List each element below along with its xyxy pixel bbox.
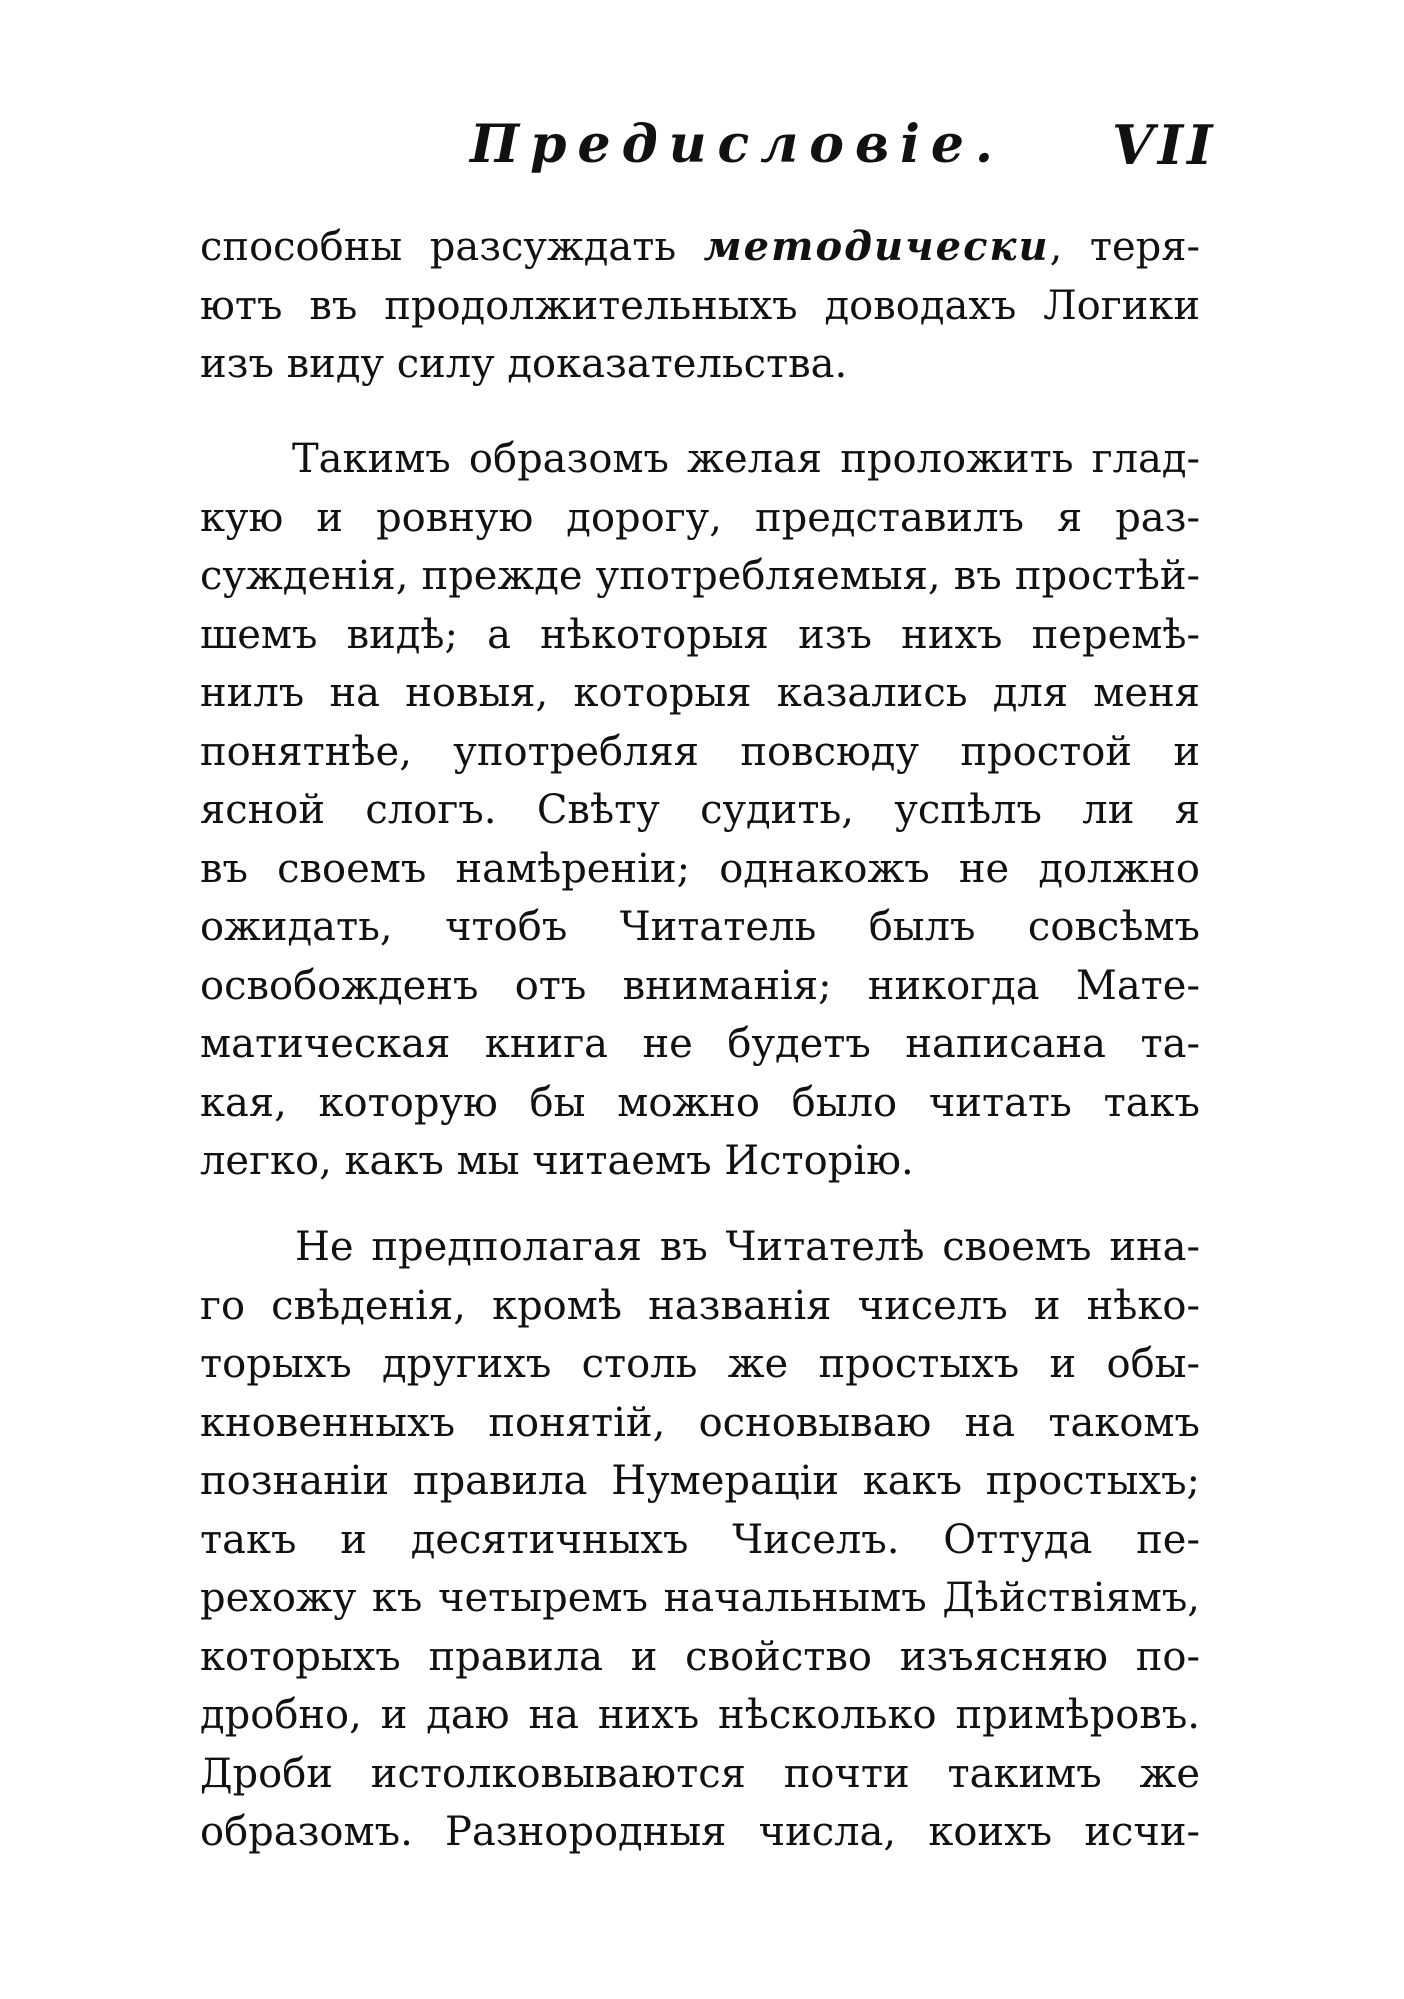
text-line: образомъ. Разнородныя числа, коихъ исчи- bbox=[200, 1809, 1200, 1855]
text-line: матическая книга не будетъ написана та- bbox=[200, 1021, 1200, 1067]
paragraph-2 bbox=[200, 430, 1200, 1191]
text-line: кая, которую бы можно было читать такъ bbox=[200, 1079, 1200, 1126]
text-line: которыхъ правила и свойство изъясняю по- bbox=[200, 1633, 1200, 1680]
text-line: кую и ровную дорогу, представилъ я раз- bbox=[200, 494, 1200, 541]
text-line: ютъ въ продолжительныхъ доводахъ Логики bbox=[200, 282, 1200, 329]
text-line: дробно, и даю на нихъ нѣсколько примѣровъ. bbox=[200, 1692, 1200, 1738]
text-line: Такимъ образомъ желая проложить глад- bbox=[292, 436, 1200, 482]
text-line: Не предполагая въ Читателѣ своемъ ина- bbox=[295, 1224, 1200, 1270]
text-line: познаніи правила Нумераціи какъ простыхъ; bbox=[200, 1458, 1200, 1504]
text-line: ясной слогъ. Свѣту судить, успѣлъ ли я bbox=[200, 787, 1200, 833]
text-line: шемъ видѣ; а нѣкоторыя изъ нихъ перемѣ- bbox=[200, 611, 1200, 658]
emphasized-word: методически bbox=[703, 223, 1050, 270]
paragraph-1 bbox=[200, 218, 1200, 394]
text-line: способны разсуждать методически, теря- bbox=[200, 223, 1200, 270]
text-line: Дроби истолковываются почти такимъ же bbox=[200, 1750, 1200, 1797]
text-line: понятнѣе, употребляя повсюду простой и bbox=[200, 728, 1200, 775]
text-line: такъ и десятичныхъ Чиселъ. Оттуда пе- bbox=[200, 1516, 1200, 1563]
text-line: легко, какъ мы читаемъ Исторію. bbox=[200, 1138, 914, 1184]
text-line: ожидать, чтобъ Читатель былъ совсѣмъ bbox=[200, 904, 1200, 950]
text-line: въ своемъ намѣреніи; однакожъ не должно bbox=[200, 845, 1200, 892]
text-line: го свѣденія, кромѣ названія чиселъ и нѣко- bbox=[200, 1282, 1200, 1329]
running-title: Предисловіе. bbox=[470, 114, 1005, 175]
text-line: изъ виду силу доказательства. bbox=[200, 341, 848, 387]
page-number: VII bbox=[1112, 113, 1217, 177]
paragraph-3 bbox=[200, 1218, 1200, 1862]
text-line: освобожденъ отъ вниманія; никогда Мате- bbox=[200, 962, 1200, 1009]
text-line: торыхъ другихъ столь же простыхъ и обы- bbox=[200, 1341, 1200, 1387]
text-line: нилъ на новыя, которыя казались для меня bbox=[200, 670, 1200, 716]
text-line: рехожу къ четыремъ начальнымъ Дѣйствіямъ, bbox=[200, 1575, 1200, 1621]
text-line: кновенныхъ понятій, основываю на такомъ bbox=[200, 1399, 1200, 1446]
text-line: сужденія, прежде употребляемыя, въ простѣй- bbox=[200, 553, 1200, 599]
